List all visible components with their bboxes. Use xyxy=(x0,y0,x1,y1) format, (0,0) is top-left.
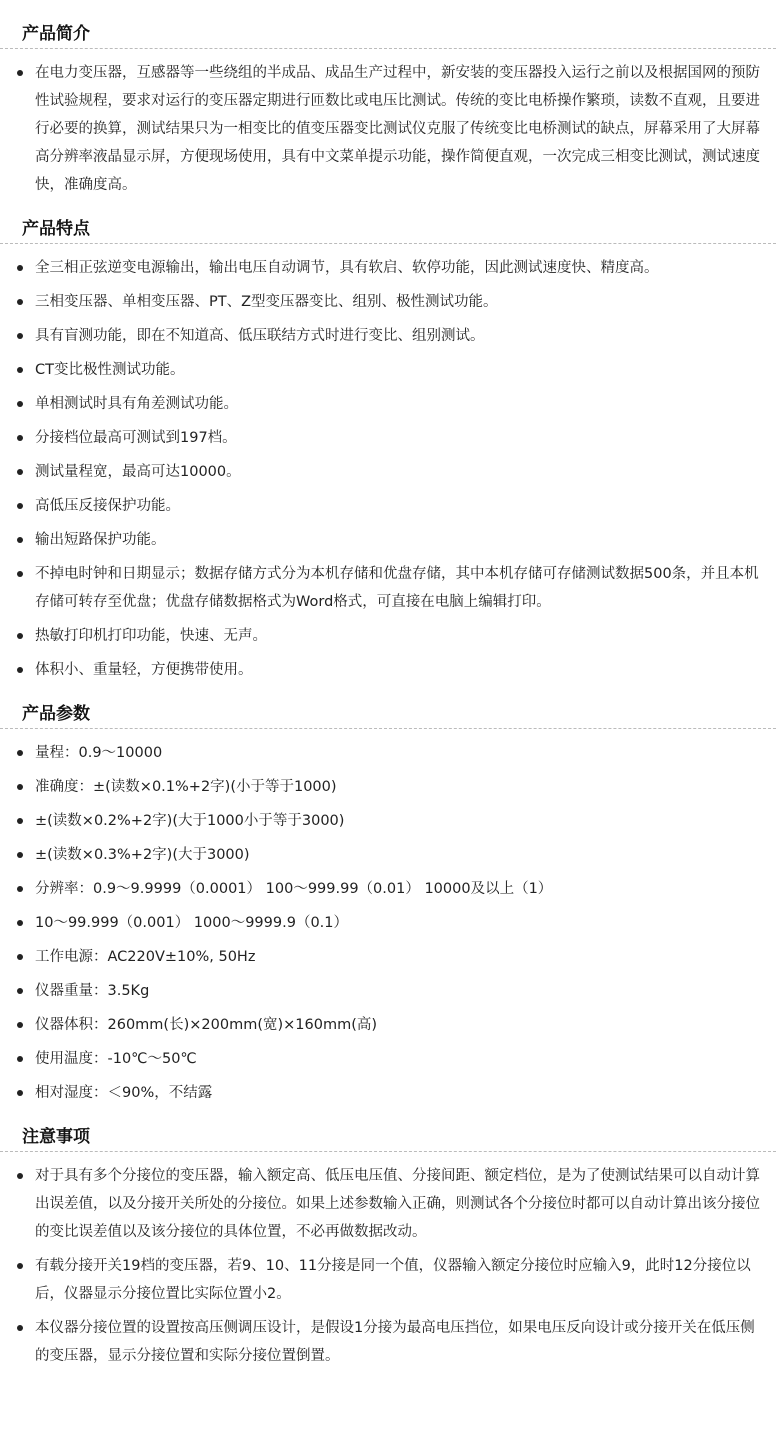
list-item: 工作电源：AC220V±10%, 50Hz xyxy=(0,943,776,971)
intro-list xyxy=(0,59,776,199)
list-item: 分接档位最高可测试到197档。 xyxy=(0,424,776,452)
section-title: 注意事项 xyxy=(0,1123,776,1152)
list-item: ±(读数×0.2%+2字)(大于1000小于等于3000) xyxy=(0,807,776,835)
list-item: ±(读数×0.3%+2字)(大于3000) xyxy=(0,841,776,869)
list-item: 输出短路保护功能。 xyxy=(0,526,776,554)
list-item: 热敏打印机打印功能，快速、无声。 xyxy=(0,622,776,650)
section-specs xyxy=(0,700,776,1107)
section-title: 产品简介 xyxy=(0,20,776,49)
section-title: 产品特点 xyxy=(0,215,776,244)
notes-list xyxy=(0,1162,776,1370)
list-item: 测试量程宽，最高可达10000。 xyxy=(0,458,776,486)
list-item: 在电力变压器，互感器等一些绕组的半成品、成品生产过程中，新安装的变压器投入运行之前以及根据国网的预防性试验规程，要求对运行的变压器定期进行匝数比或电压比测试。传统的变比电桥操作繁琐，读数不直观，且要进行必要的换算，测试结果只为一相变比的值变压器变比测试仪克服了传统变比电桥测试的缺点，屏幕采用了大屏幕高分辨率液晶显示屏，方便现场使用，具有中文菜单提示功能，操作简便直观，一次完成三相变比测试，测试速度快，准确度高。 xyxy=(0,59,776,199)
list-item: 仪器体积：260mm(长)×200mm(宽)×160mm(高) xyxy=(0,1011,776,1039)
list-item: CT变比极性测试功能。 xyxy=(0,356,776,384)
list-item: 体积小、重量轻，方便携带使用。 xyxy=(0,656,776,684)
section-intro xyxy=(0,20,776,199)
list-item: 相对湿度：＜90%，不结露 xyxy=(0,1079,776,1107)
list-item: 准确度：±(读数×0.1%+2字)(小于等于1000) xyxy=(0,773,776,801)
section-title: 产品参数 xyxy=(0,700,776,729)
list-item: 仪器重量：3.5Kg xyxy=(0,977,776,1005)
features-list xyxy=(0,254,776,684)
list-item: 不掉电时钟和日期显示；数据存储方式分为本机存储和优盘存储，其中本机存储可存储测试数据500条，并且本机存储可转存至优盘；优盘存储数据格式为Word格式，可直接在电脑上编辑打印。 xyxy=(0,560,776,616)
section-features xyxy=(0,215,776,684)
list-item: 有载分接开关19档的变压器，若9、10、11分接是同一个值，仪器输入额定分接位时应输入9，此时12分接位以后，仪器显示分接位置比实际位置小2。 xyxy=(0,1252,776,1308)
list-item: 使用温度：-10℃～50℃ xyxy=(0,1045,776,1073)
list-item: 具有盲测功能，即在不知道高、低压联结方式时进行变比、组别测试。 xyxy=(0,322,776,350)
list-item: 分辨率：0.9～9.9999（0.0001） 100～999.99（0.01） 10000及以上（1） xyxy=(0,875,776,903)
list-item: 对于具有多个分接位的变压器，输入额定高、低压电压值、分接间距、额定档位，是为了使测试结果可以自动计算出误差值，以及分接开关所处的分接位。如果上述参数输入正确，则测试各个分接位时都可以自动计算出该分接位的变比误差值以及该分接位的具体位置，不必再做数据改动。 xyxy=(0,1162,776,1246)
section-notes xyxy=(0,1123,776,1370)
list-item: 量程：0.9～10000 xyxy=(0,739,776,767)
specs-list xyxy=(0,739,776,1107)
list-item: 三相变压器、单相变压器、PT、Z型变压器变比、组别、极性测试功能。 xyxy=(0,288,776,316)
list-item: 单相测试时具有角差测试功能。 xyxy=(0,390,776,418)
list-item: 本仪器分接位置的设置按高压侧调压设计，是假设1分接为最高电压挡位，如果电压反向设计或分接开关在低压侧的变压器，显示分接位置和实际分接位置倒置。 xyxy=(0,1314,776,1370)
list-item: 高低压反接保护功能。 xyxy=(0,492,776,520)
list-item: 全三相正弦逆变电源输出，输出电压自动调节，具有软启、软停功能，因此测试速度快、精度高。 xyxy=(0,254,776,282)
list-item: 10～99.999（0.001） 1000～9999.9（0.1） xyxy=(0,909,776,937)
